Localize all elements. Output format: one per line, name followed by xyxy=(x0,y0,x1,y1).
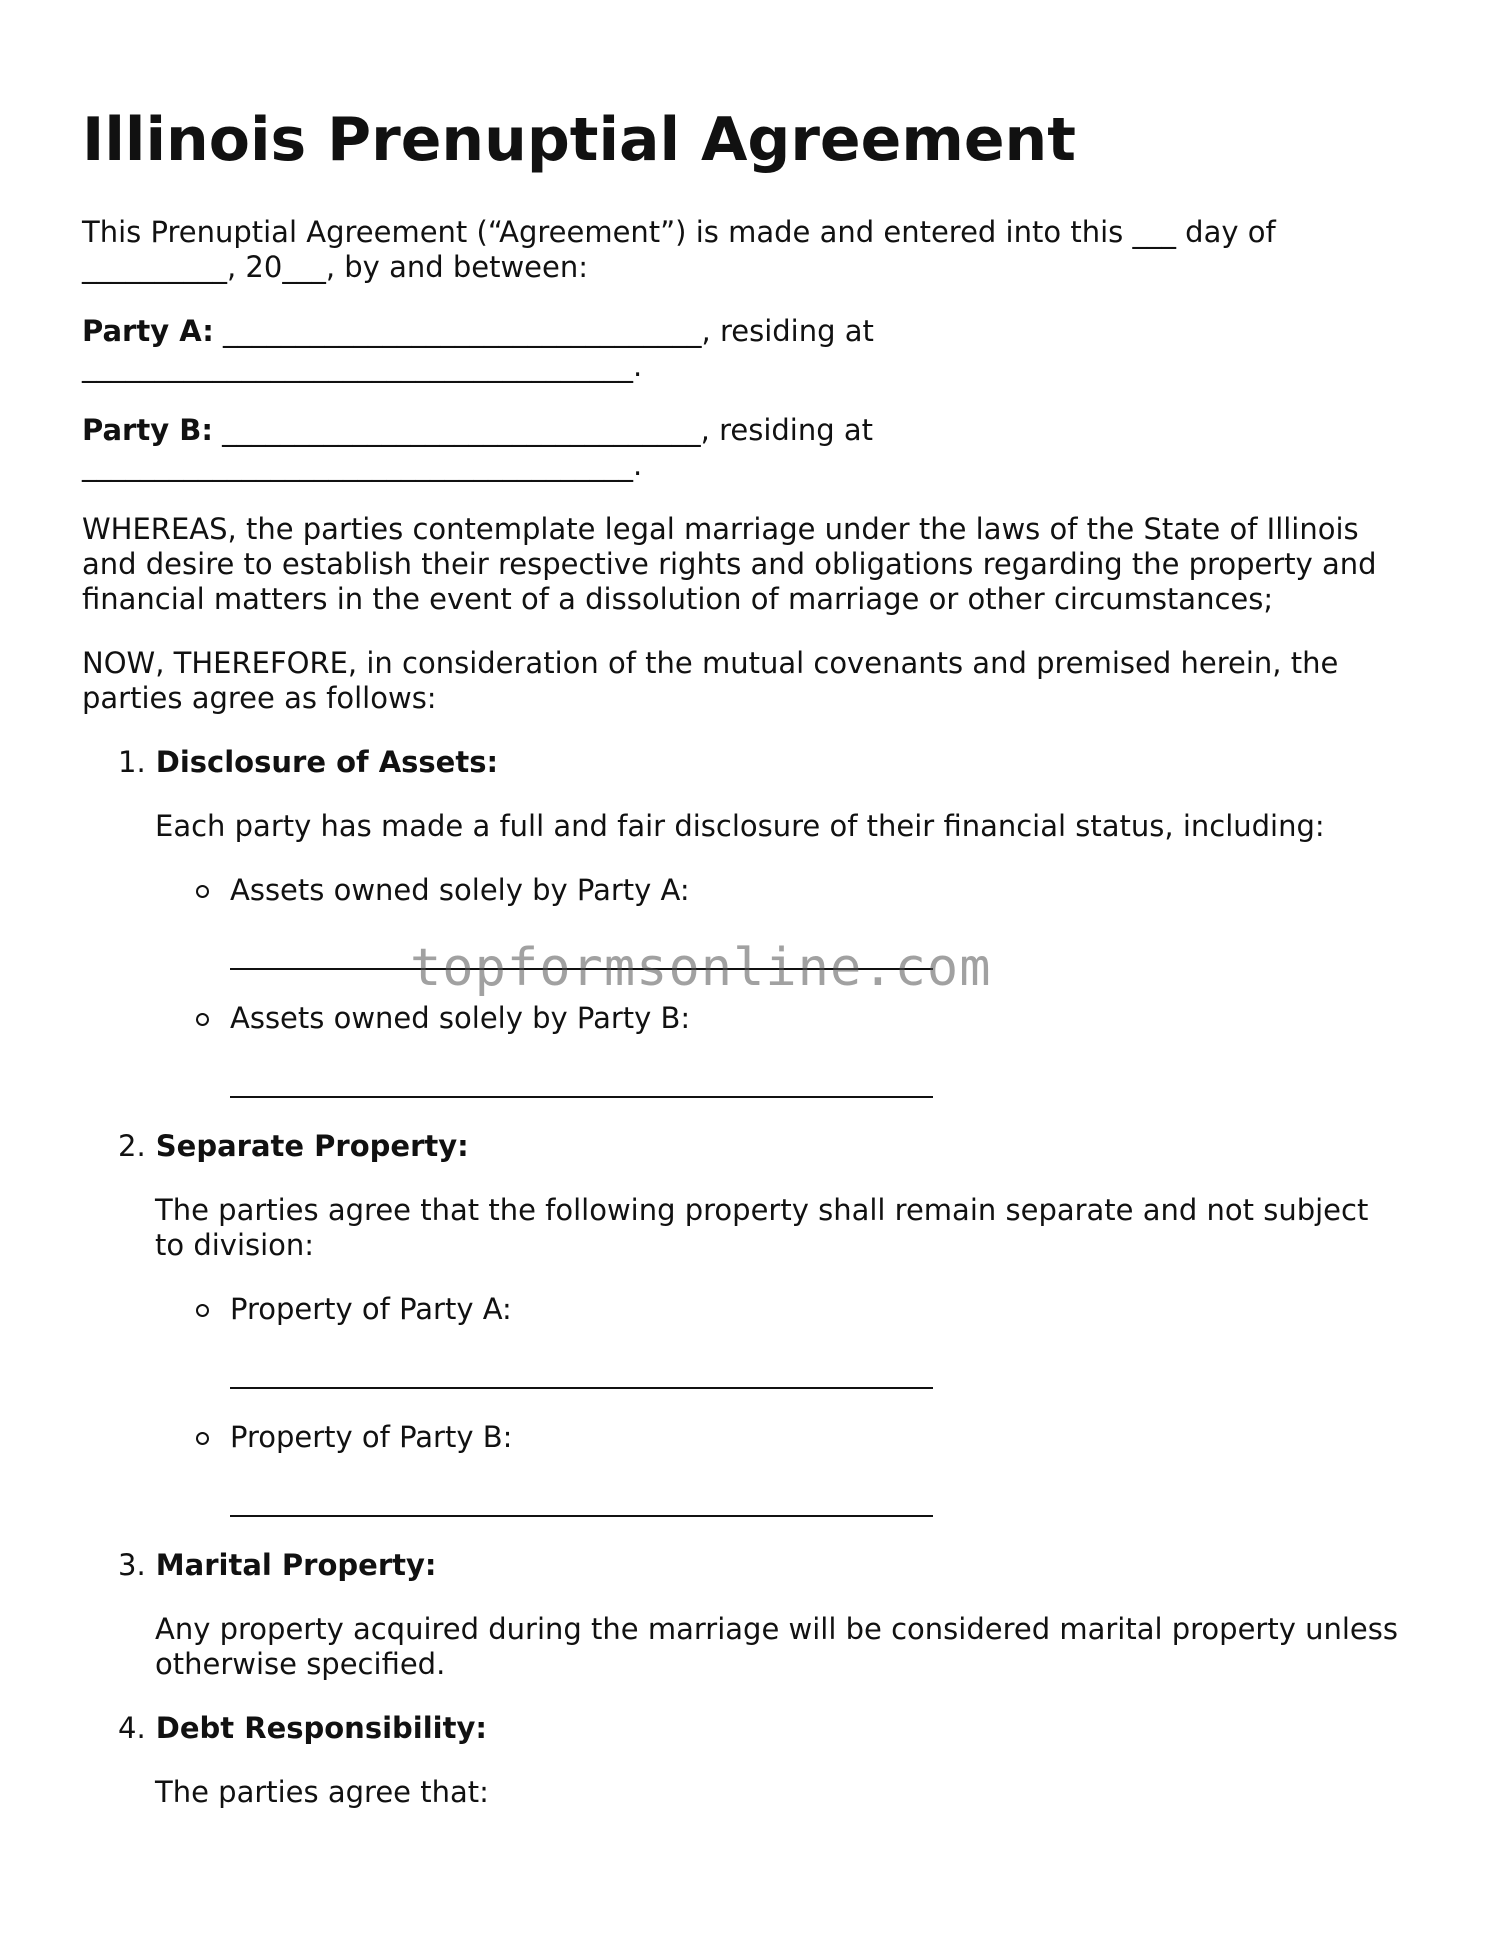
party-a-name-field: _________________________________, residing at xyxy=(213,314,874,348)
party-b-line xyxy=(82,413,873,448)
section-4-heading xyxy=(118,1711,487,1746)
section-1-title: Disclosure of Assets: xyxy=(155,745,499,779)
section-3-number: 3. xyxy=(118,1548,146,1582)
section-3-body-line-2: otherwise specified. xyxy=(155,1647,446,1681)
bullet-circle-icon xyxy=(196,885,209,898)
whereas-line-3: financial matters in the event of a dissolution of marriage or other circumstances; xyxy=(82,582,1274,616)
property-party-b-field[interactable] xyxy=(230,1515,933,1517)
whereas-line-2: and desire to establish their respective rights and obligations regarding the property and xyxy=(82,547,1377,581)
bullet-text: Assets owned solely by Party B: xyxy=(230,1001,691,1035)
party-b-label: Party B: xyxy=(82,413,213,447)
section-1-number: 1. xyxy=(118,745,146,779)
party-a-label: Party A: xyxy=(82,314,214,348)
bullet-circle-icon xyxy=(196,1304,209,1317)
intro-line-2: __________, 20___, by and between: xyxy=(82,250,589,284)
property-party-a-field[interactable] xyxy=(230,1387,933,1389)
bullet-text: Assets owned solely by Party A: xyxy=(230,873,690,907)
intro-line-1: This Prenuptial Agreement (“Agreement”) is made and entered into this ___ day of xyxy=(82,215,1276,249)
assets-party-b-field[interactable] xyxy=(230,1096,933,1098)
now-therefore-line-2: parties agree as follows: xyxy=(82,681,437,715)
party-b-name-field: _________________________________, residing at xyxy=(212,413,873,447)
bullet-text: Property of Party A: xyxy=(230,1292,512,1326)
party-b-address-field: ______________________________________. xyxy=(82,448,643,482)
now-therefore-line-1: NOW, THEREFORE, in consideration of the mutual covenants and premised herein, the xyxy=(82,646,1339,680)
section-4-title: Debt Responsibility: xyxy=(155,1711,487,1745)
bullet-circle-icon xyxy=(196,1432,209,1445)
bullet-circle-icon xyxy=(196,1013,209,1026)
document-title: Illinois Prenuptial Agreement xyxy=(82,105,1076,175)
section-2-body-line-1: The parties agree that the following property shall remain separate and not subject xyxy=(155,1193,1369,1227)
section-4-body: The parties agree that: xyxy=(155,1775,489,1809)
whereas-line-1: WHEREAS, the parties contemplate legal marriage under the laws of the State of Illinois xyxy=(82,512,1359,546)
section-1-body: Each party has made a full and fair disclosure of their financial status, including: xyxy=(155,809,1325,843)
section-3-heading xyxy=(118,1548,437,1583)
section-4-number: 4. xyxy=(118,1711,146,1745)
section-2-number: 2. xyxy=(118,1129,146,1163)
section-2-heading xyxy=(118,1129,469,1164)
bullet-text: Property of Party B: xyxy=(230,1420,513,1454)
party-a-line xyxy=(82,314,874,349)
party-a-address-field: ______________________________________. xyxy=(82,349,643,383)
section-2-body-line-2: to division: xyxy=(155,1228,315,1262)
section-3-title: Marital Property: xyxy=(155,1548,437,1582)
watermark: topformsonline.com xyxy=(410,938,992,998)
section-2-title: Separate Property: xyxy=(155,1129,469,1163)
section-3-body-line-1: Any property acquired during the marriage will be considered marital property unless xyxy=(155,1612,1398,1646)
section-1-heading xyxy=(118,745,498,780)
